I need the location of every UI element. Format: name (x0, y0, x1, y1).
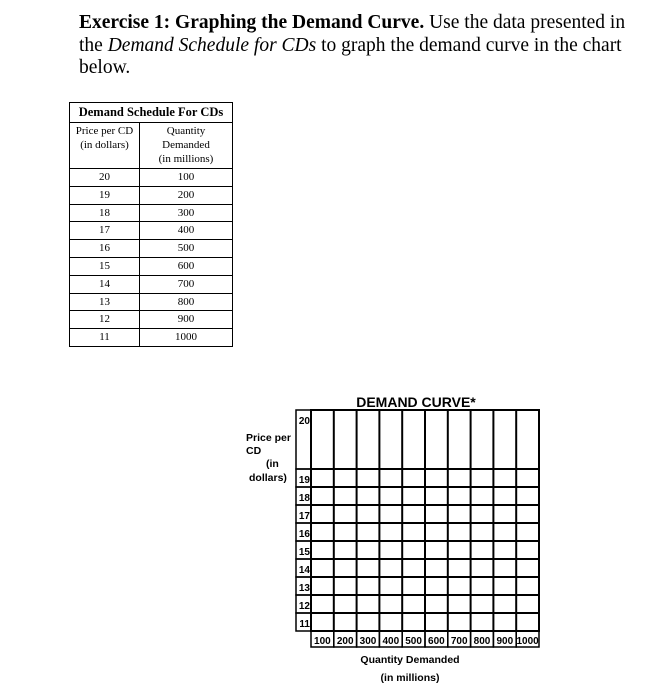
chart-title: DEMAND CURVE* (356, 394, 476, 410)
quantity-cell: 300 (140, 204, 233, 222)
quantity-cell: 200 (140, 186, 233, 204)
price-column-header: Price per CD (in dollars) (70, 123, 140, 169)
quantity-cell: 600 (140, 257, 233, 275)
x-tick-label: 500 (405, 636, 422, 647)
x-axis-label-line: (in millions) (380, 672, 440, 684)
exercise-text-before: Use the data presented in the (79, 12, 626, 56)
y-tick-label: 12 (298, 601, 310, 612)
x-tick-label: 100 (314, 636, 331, 647)
price-cell: 20 (70, 169, 140, 187)
x-tick-label: 600 (428, 636, 445, 647)
quantity-cell: 500 (140, 240, 233, 258)
exercise-title: Exercise 1: Graphing the Demand Curve. (79, 12, 425, 33)
demand-schedule-title: Demand Schedule For CDs (69, 102, 233, 122)
x-tick-label: 1000 (516, 636, 539, 647)
y-tick-label: 18 (298, 493, 310, 504)
y-tick-label: 13 (298, 583, 310, 594)
price-cell: 14 (70, 275, 140, 293)
y-tick-label: 16 (298, 529, 310, 540)
y-tick-label: 20 (298, 416, 310, 427)
x-tick-label: 200 (336, 636, 354, 647)
x-tick-label: 900 (496, 636, 514, 647)
price-cell: 15 (70, 257, 140, 275)
y-axis-label-line: dollars) (249, 472, 287, 484)
x-tick-label: 400 (382, 636, 400, 647)
price-cell: 16 (70, 240, 140, 258)
x-tick-label: 800 (473, 636, 491, 647)
exercise-text-after: to graph the demand curve in the chart below. (79, 34, 622, 78)
x-axis-label-line: Quantity Demanded (360, 654, 460, 666)
quantity-cell: 800 (140, 293, 233, 311)
x-tick-label: 700 (450, 636, 468, 647)
quantity-cell: 1000 (175, 331, 197, 344)
y-axis-label-line: Price per (246, 432, 291, 444)
exercise-italic-reference: Demand Schedule for CDs (107, 34, 317, 56)
quantity-cell: 900 (140, 311, 233, 329)
price-cell: 13 (70, 293, 140, 311)
price-cell: 11 (70, 329, 140, 347)
quantity-cell: 400 (140, 222, 233, 240)
price-cell: 17 (70, 222, 140, 240)
y-axis-label-line: CD (246, 445, 262, 457)
price-cell: 12 (70, 311, 140, 329)
y-axis-label-line: (in (266, 458, 279, 470)
y-tick-label: 15 (298, 547, 310, 558)
quantity-column-header: Quantity Demanded (in millions) (140, 123, 233, 169)
y-tick-label: 11 (299, 619, 310, 630)
price-cell: 18 (70, 204, 140, 222)
y-tick-label: 14 (298, 565, 310, 576)
price-cell: 19 (70, 186, 140, 204)
quantity-cell: 700 (140, 275, 233, 293)
quantity-cell: 100 (140, 169, 233, 187)
x-tick-label: 300 (359, 636, 377, 647)
y-tick-label: 17 (298, 511, 310, 522)
y-tick-label: 19 (298, 475, 310, 486)
